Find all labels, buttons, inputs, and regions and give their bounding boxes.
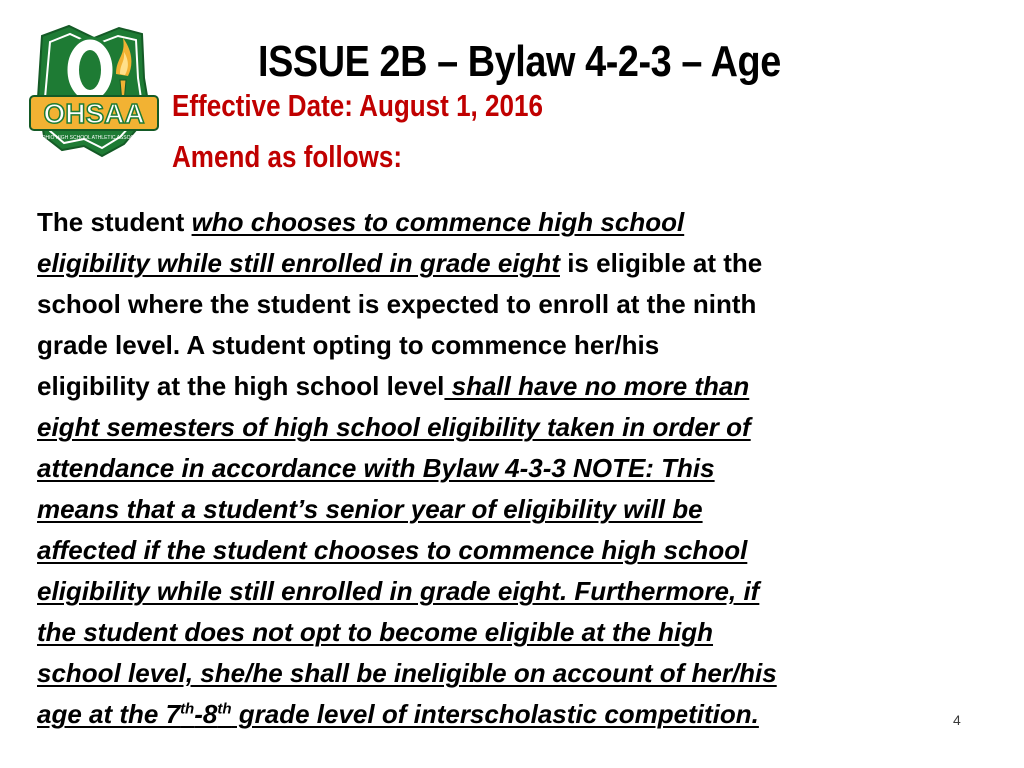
text-line-8: means that a student’s senior year of eligibility will be: [37, 494, 703, 524]
text-line-10: eligibility while still enrolled in grade eight. Furthermore, if: [37, 576, 760, 606]
text-line-5: eligibility at the high school level shall have no more than: [37, 371, 750, 401]
effective-date: Effective Date: August 1, 2016: [172, 88, 543, 123]
text-line-1: The student who chooses to commence high school: [37, 207, 685, 237]
logo-name: OHSAA: [43, 98, 145, 129]
text-line-6: eight semesters of high school eligibility taken in order of: [37, 412, 751, 442]
text-line-11: the student does not opt to become eligible at the high: [37, 617, 714, 647]
text-line-4: grade level. A student opting to commence her/his: [37, 330, 660, 360]
ohsaa-logo: [24, 18, 164, 160]
logo-ring-text: OHIO HIGH SCHOOL ATHLETIC ASSOCIATION: [41, 135, 151, 141]
text-line-7: attendance in accordance with Bylaw 4-3-3 NOTE: This: [37, 453, 715, 483]
text-line-12: school level, she/he shall be ineligible on account of her/his: [37, 658, 777, 688]
bylaw-text: [37, 202, 1017, 735]
text-line-13: age at the 7th-8th grade level of interscholastic competition.: [37, 699, 759, 729]
text-line-9: affected if the student chooses to commence high school: [37, 535, 748, 565]
slide-number: 4: [953, 712, 961, 728]
text-line-3: school where the student is expected to enroll at the ninth: [37, 289, 757, 319]
text-line-2: eligibility while still enrolled in grade eight is eligible at the: [37, 248, 763, 278]
page-title: ISSUE 2B – Bylaw 4-2-3 – Age: [258, 37, 781, 86]
amend-instruction: Amend as follows:: [172, 139, 403, 174]
